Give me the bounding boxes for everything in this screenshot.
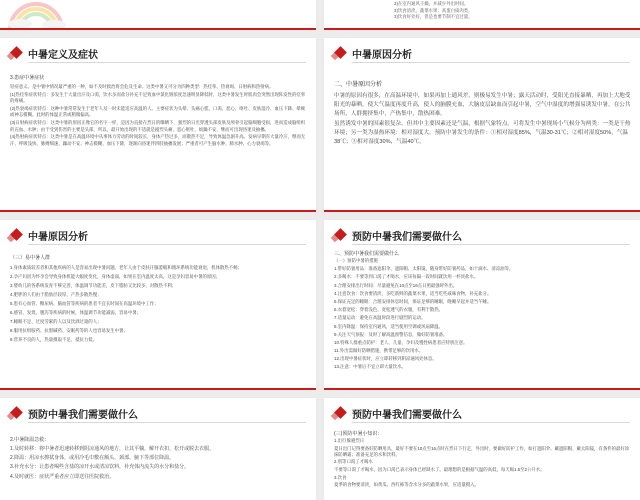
slide-title: 中暑定义及症状 [28,50,98,61]
slide-title: 预防中暑我们需要做什么 [352,232,462,243]
section-heading: 3.患症中暑症状 [10,75,45,81]
slide-footer-bar [324,388,640,390]
slide-header [324,220,640,252]
slide-first-aid[interactable] [0,398,316,500]
text-line: 3)饮食好处好，但是也要节制不宜过量。 [394,14,473,20]
paragraph: 轻症意义。是中暑中情况最严重的一种，如不及时救治将会危及生命。这类中暑又可分为四种类型：热痉挛、热衰竭、日射病和热射病。 [10,84,274,89]
title-divider [352,244,630,245]
sub-heading: 3.饮食 [334,474,347,480]
list-item: 6.衣着宽松：穿着浅色、宽松透气的衣服，有利于散热。 [334,307,444,313]
sub-heading: 2.别等口渴了才喝水 [334,459,373,465]
slide-top-right-text [394,0,473,21]
slide-body [334,430,632,490]
slide-footer-bar [0,388,316,390]
paragraph: 虽然诱发中暑的因素很复杂，但其中主要因素还是气温，根据气象特点，可将发生中暑现场小气候分为两类：一类是干热环境；另一类为湿热环境：相对湿度大。预防中暑发生的条件：①相对湿度85%，气温30-31℃；②相对湿度50%，气温38℃；③相对湿度30%，气温40℃。 [334,121,631,146]
paragraph: 不要等口渴了才喝水，因为口渴已表示身体已经缺水了。最理想的是根据气温的高低，每天喝1.5至2公升水。 [334,466,545,472]
list-item: 8.服用抗组胺药、抗胆碱药、安眠药等的人也容易发生中暑； [10,327,128,333]
list-item: 4.肥胖的人们由于脂肪层较厚，产热多散热慢； [10,291,102,297]
title-divider [352,422,630,423]
paragraph: (3)日射病症状特点：这类中暑的原因正像它的名字一样，是因为直接在烈日的曝晒下，强烈的日光穿透头部皮肤及颅骨引起脑细胞受损，进而造成脑组织的充血、水肿；由于受到伤害的主要是头部，所以，最开始出现的不适就是剧烈头痛、恶心呕吐、烦躁不安，继而可出现昏迷及抽搐。 [10,120,306,132]
slide-body [334,80,632,149]
list-item: 8.室内降温：保持室内通风，适当使用空调或风扇降温。 [334,323,444,329]
slide-title: 预防中暑我们需要做什么 [352,410,462,421]
list-item: 2.多喝水：不要等到口渴了才喝水，应该每隔一段时间就饮用一杯淡盐水。 [334,274,479,280]
slide-title: 中暑原因分析 [352,50,412,61]
slide-body [334,250,632,373]
list-item: 2.降温：用凉水擦拭身体，或用冷毛巾敷在额头、颈部、腋下等部位降温。 [10,455,175,462]
slide-title: 预防中暑我们需要做什么 [28,410,138,421]
paragraph: 夏日出门记得要备好防晒用具，最好不要在10点至16点时在烈日下行走，外出时，要做好防护工作，如打遮阳伞、戴遮阳帽、戴太阳镜，有条件的最好涂抹防晒霜；准备充足的水和饮料。 [334,445,630,457]
slide-header [0,398,316,430]
list-item: 5.患有心血管、糖尿病、脑血管等疾病的患者不宜长时间在高温环境中工作； [10,300,159,306]
section-heading: 2.中暑降温急救： [10,437,50,443]
paragraph: (2)热衰竭症状特点：这种中暑常常发生于老年人及一时未能适应高温的人。主要症状为头晕、头痛心慌、口渴、恶心、呕吐、皮肤湿冷、血压下降、晕厥或神志模糊。此时的体温正常或稍微偏高。 [10,106,306,118]
rainbow-illustration [6,0,66,30]
list-item: 3.补充水分：让患者喝些含盐的凉开水或清凉饮料，补充体内流失的水分和盐分。 [10,464,190,471]
list-item: 4.及时就医：症状严重者应立即送往医院救治。 [10,473,115,480]
paragraph: 夏季的食物要清淡，如黄瓜、西红柿等含水分多的蔬菜水果，应适量摄入。 [334,482,479,488]
list-item: 10.特殊人群重点防护：老人、儿童、孕妇及慢性病患者应特别注意。 [334,339,468,345]
list-item: 5.保证充足的睡眠：合理安排休息时间，保证足够的睡眠，晚睡早起并适当午睡。 [334,298,492,304]
sub-heading: 1.出行躲避烈日 [334,438,365,443]
list-item: 3.婴幼儿的各系统发育不够完善，体温调节功能差，皮下脂肪又比较多，对散热不利； [10,282,177,288]
list-item: 7.睡眠不足、过度劳累的人以及饮酒过量的人； [10,318,102,324]
slide-header [0,38,316,70]
section-heading: (三)预防中暑小知识： [334,431,383,437]
slide-footer-bar [0,210,316,212]
slide-header [324,398,640,430]
list-item: 2.孕产妇因为怀孕会导致身体机能大幅度变化，身体虚弱，如果在室内温度太高，这是孕妇容易中暑的原因； [10,273,221,279]
paragraph: (4)热射病症状特点：这类中暑是在高温环境中从事体力劳动的时间较长，身体产热过多，而散热不足，导致体温急剧升高。发病早期有大量冷汗，继而无汗、呼吸浅快、脉搏细速、躁动不安、神志模糊、血压下降，逐渐向昏迷伴四肢抽搐发展；严重者可产生脑水肿、肺水肿、心力衰竭等。 [10,134,306,146]
paragraph: (1)热痉挛症状特点：多发生于大量出汗及口渴，饮水多而盐分补充不足致血中氯化钠浓度急速明显降低时，这类中暑发生时肌肉会突然出现阵发性的痉挛的疼痛。 [10,91,306,104]
list-item: 3.合理安排出行时间：尽量避免在10点至16点日照最强时外出。 [334,282,458,288]
list-item: 6.感冒、发烧、腹泻等疾病的时候，体温调节功能减弱，容易中暑； [10,309,141,315]
list-item: 11.外出需做好防晒措施，携带足够的饮用水。 [334,348,424,354]
slide-body [10,436,308,483]
title-divider [352,62,630,63]
slide-footer-bar [324,28,640,30]
slide-footer-bar [0,28,316,30]
slide-footer-bar [324,210,640,212]
slide-top-right[interactable] [324,0,640,30]
section-heading: （三）易中暑人群 [10,255,51,261]
list-item: 1.及时转移：将中暑者迅速转移到阴凉通风的地方，让其平躺，解开衣扣，松开或脱去衣服。 [10,446,215,452]
section-heading: 二、中暑原因分析 [334,82,383,88]
slide-body [10,74,308,149]
slide-symptoms[interactable] [0,38,316,212]
list-item: 1.身体素质较差者和其他疾病的人是容易出现中暑问题。老年人由于皮肤汗腺萎缩和循环系统功能衰退，机体散热不畅； [10,265,242,270]
title-divider [28,244,306,245]
list-item: 4.注意饮食：饮食要清淡，多吃新鲜的蔬菜水果，适当吃些咸味食物，补充盐分。 [334,290,492,296]
slide-risk-groups[interactable] [0,220,316,390]
list-item: 1.带好防暑用品：准备遮阳伞、遮阳帽、太阳镜，随身带好防暑药品，如十滴水、清凉油等。 [334,266,514,272]
slide-header [0,220,316,252]
slide-header [324,38,640,70]
slide-prevention[interactable] [324,220,640,390]
text-line: 3)饮食清淡，蔬菜水果；高蛋白质肉类。 [394,7,473,13]
list-item: 9.营养不良的人，热量摄取不足，抵抗力低。 [10,336,98,342]
slide-causes[interactable] [324,38,640,212]
title-divider [28,422,306,423]
slide-title: 中暑原因分析 [28,232,88,243]
list-item: 12.出现中暑症状时，应立即转移到阴凉通风处休息。 [334,356,437,362]
slide-tips[interactable] [324,398,640,500]
list-item: 7.适量运动：避免在高温时段进行剧烈的运动。 [334,315,426,321]
paragraph: 中暑的原因有很多，在高温环境中，如果再加上通风差，则极易发生中暑；露天活动时，受阳光直接暴晒，再加上大地受阳光的暴晒，使大气温度再度升高，使人的脑膜充血，大脑皮层缺血而引起中暑，空气中湿度的增强易诱发中暑，在公共场所，人群拥挤集中，产热集中，散热困难。 [334,93,631,117]
slide-body [10,254,308,345]
list-item: 9.关注天气预报：及时了解高温预警信息，做好防暑准备。 [334,331,448,337]
list-item: 13.注意：中暑后不宜立即大量饮水。 [334,364,406,370]
section-heading: 三、预防中暑我们需要做什么 [334,251,400,257]
slide-top-left[interactable] [0,0,316,30]
sub-heading: （一）预防中暑的措施 [334,258,378,263]
title-divider [28,62,306,63]
text-line: 3)在室内通风干燥，并减少外出时间。 [394,1,469,7]
